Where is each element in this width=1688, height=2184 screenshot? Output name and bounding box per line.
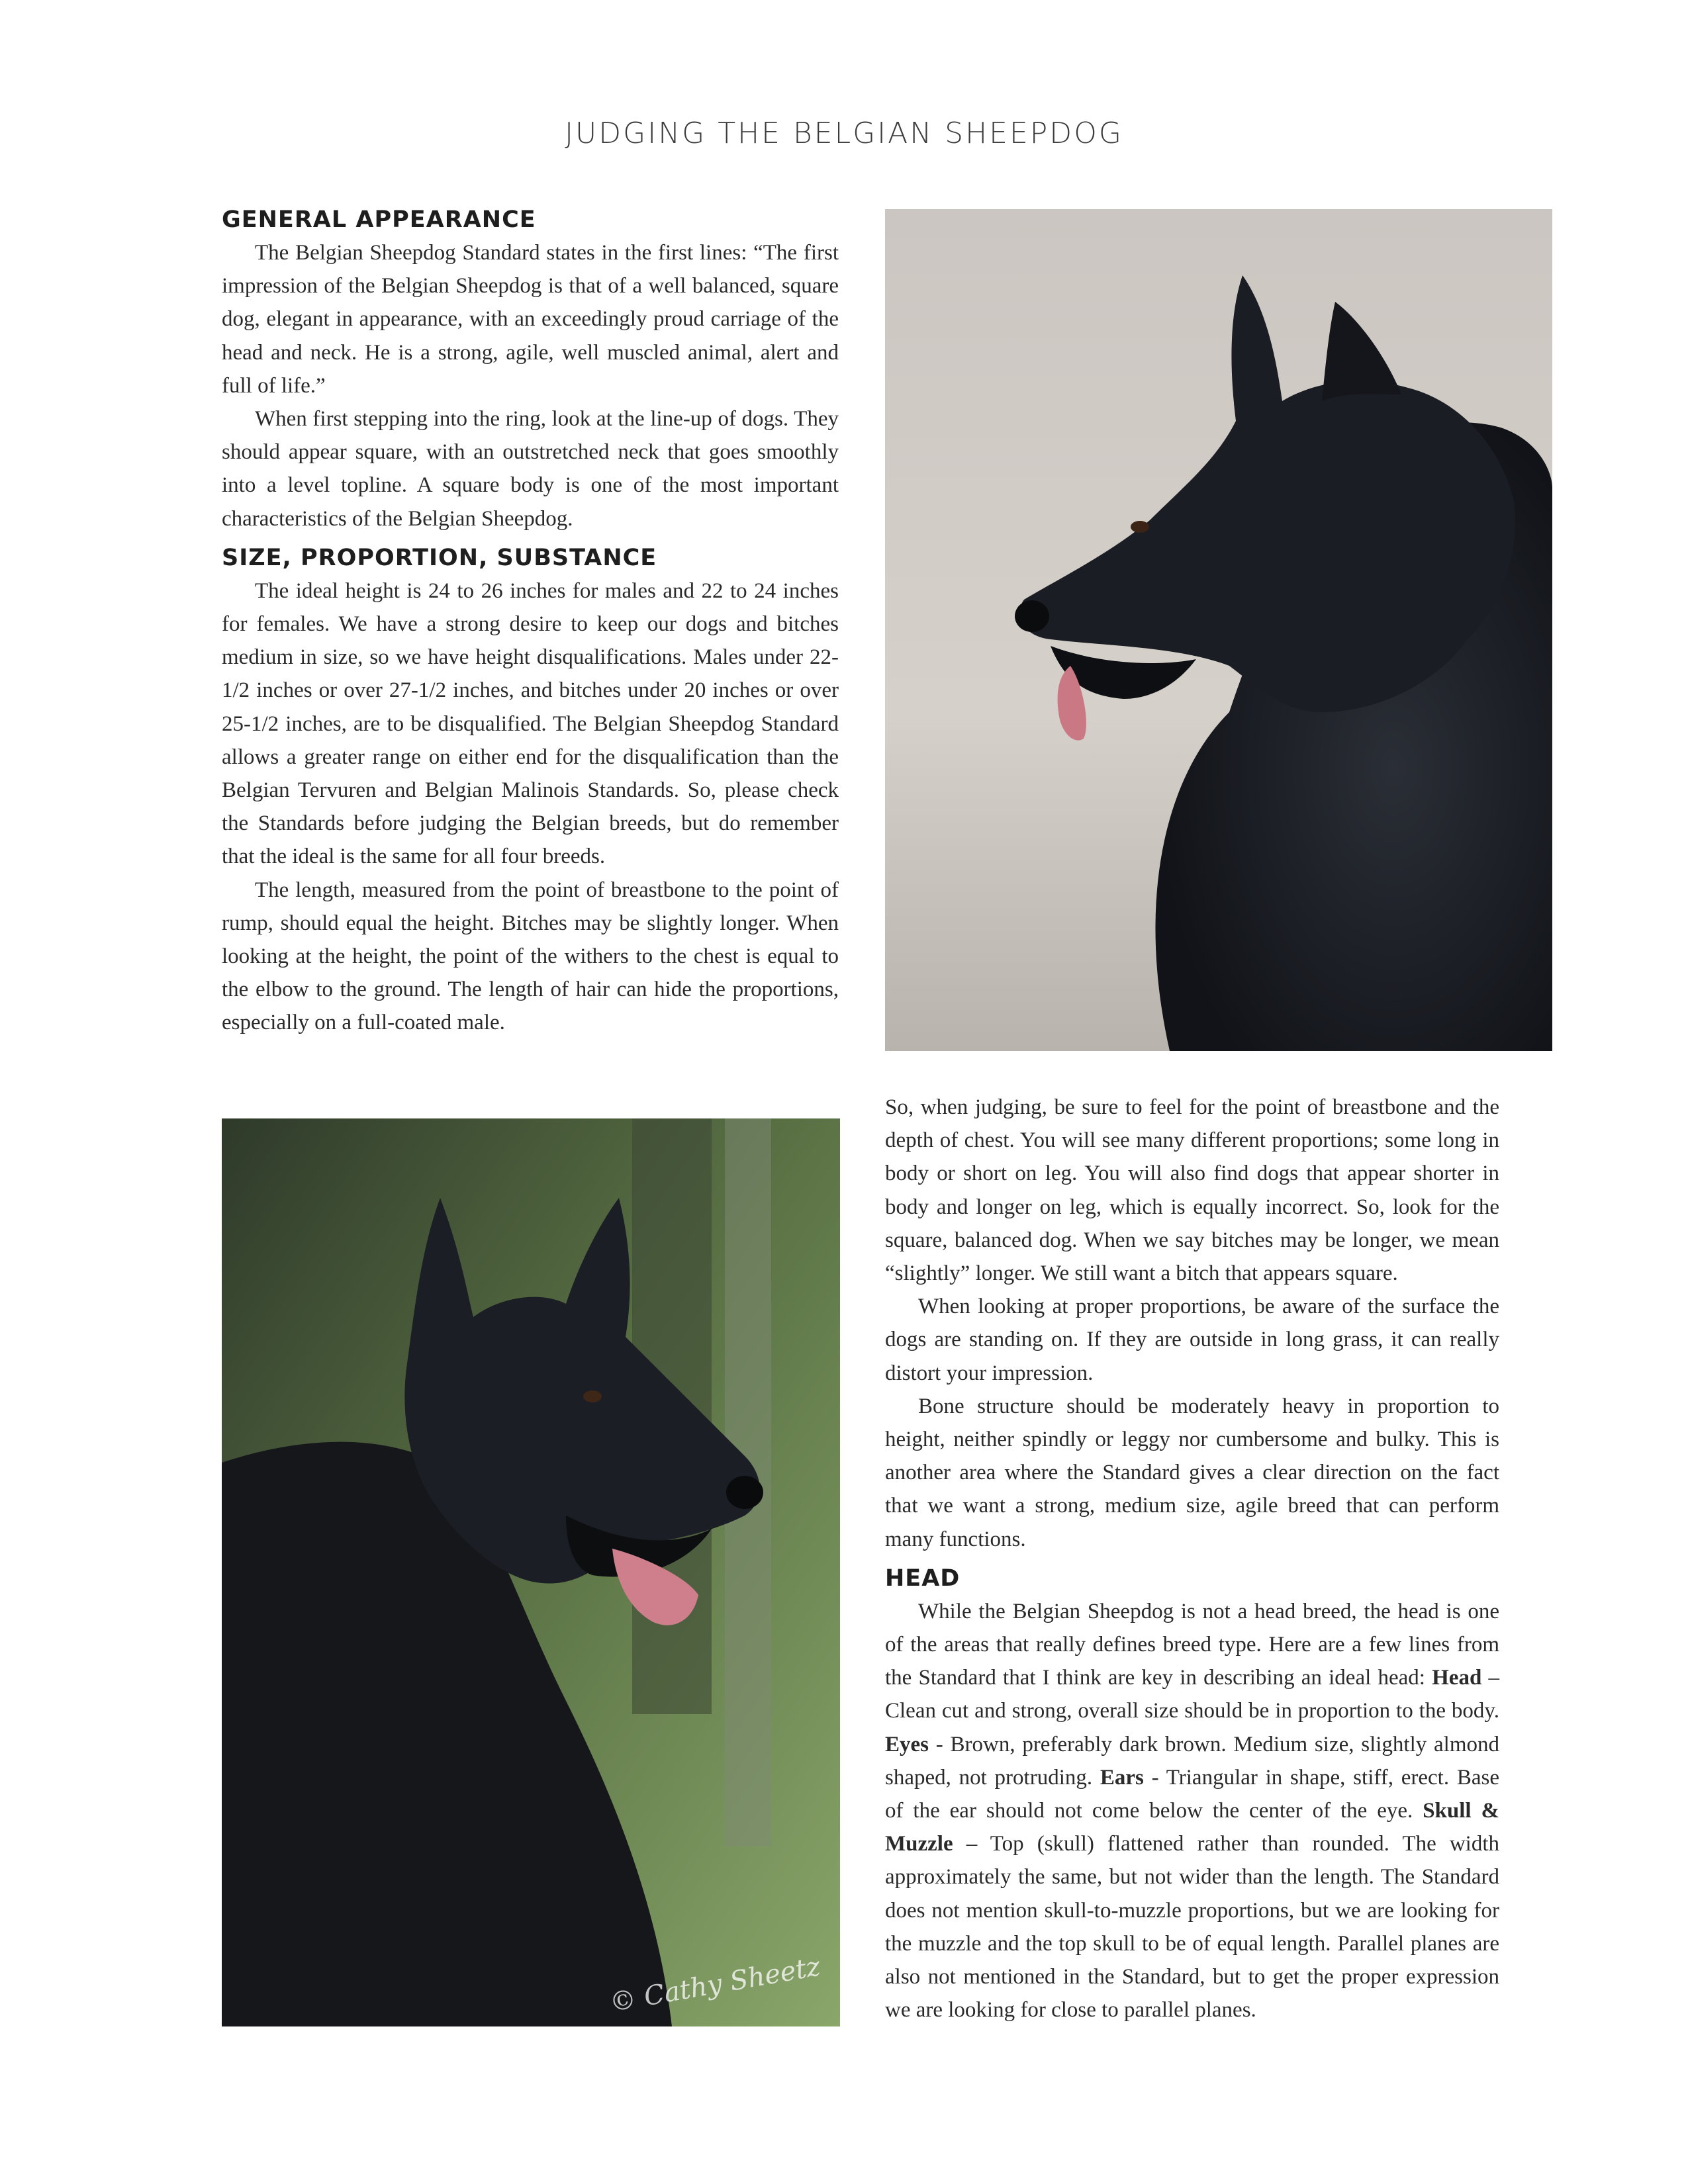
skull-text: – Top (skull) flattened rather than rounded. The width approximately the same, but not wider than the length. The Standard does not mention skull-to-muzzle proportions, but we are looking for the muzzle and the top skull to be of equal length. Parallel planes are also not mentioned in the Standard, but to get the proper expression we are looking for close to parallel planes. (885, 1832, 1500, 2023)
left-text-column (222, 203, 839, 1040)
dog-portrait-illustration (222, 1118, 840, 2026)
paragraph: So, when judging, be sure to feel for the point of breastbone and the depth of chest. You will see many different proportions; some long in body or short on leg. You will also find dogs that appear shorter in body and longer on leg, which is equally incorrect. So, look for the square, balanced dog. When we say bitches may be longer, we mean “slightly” longer. We still want a bitch that appears square. (885, 1095, 1499, 1286)
paragraph: Bone structure should be moderately heavy in proportion to height, neither spindly or leggy nor cumbersome and bulky. This is another area where the Standard gives a clear direction on the fact that we want a strong, medium size, agile breed that can perform many functions. (885, 1394, 1499, 1551)
head-intro-text: While the Belgian Sheepdog is not a head breed, the head is one of the areas that really defines breed type. Here are a few lines from the Standard that I think are key in describing an ideal head: (885, 1599, 1499, 1690)
term-skull-muzzle: Skull & Muzzle (885, 1799, 1500, 1856)
dog-profile-illustration (885, 209, 1552, 1051)
paragraph: The ideal height is 24 to 26 inches for males and 22 to 24 inches for females. We have a strong desire to keep our dogs and bitches medium in size, so we have height disqualifications. Males under 22-1/2 inches or over 27-1/2 inches, and bitches under 20 inches or over 25-1/2 inches, are to be disqualified. The Belgian Sheepdog Standard allows a greater range on either end for the disqualification than the Belgian Tervuren and Belgian Malinois Standards. So, please check the Standards before judging the Belgian breeds, but do remember that the ideal is the same for all four breeds. (222, 578, 839, 869)
paragraph: The length, measured from the point of breastbone to the point of rump, should equal the height. Bitches may be slightly longer. When looking at the height, the point of the withers to the chest is equal to the elbow to the ground. The length of hair can hide the proportions, especially on a full-coated male. (222, 878, 839, 1035)
section-heading-size-proportion: SIZE, PROPORTION, SUBSTANCE (222, 544, 657, 571)
term-eyes: Eyes (885, 1732, 929, 1756)
section-heading-head: HEAD (885, 1565, 961, 1592)
eyes-text: - Brown, preferably dark brown. Medium size, slightly almond shaped, not protruding. (885, 1732, 1499, 1790)
paragraph: When looking at proper proportions, be aware of the surface the dogs are standing on. If they are outside in long grass, it can really distort your impression. (885, 1295, 1499, 1385)
paragraph-head-standard (885, 1595, 1499, 2027)
head-text: – Clean cut and strong, overall size should be in proportion to the body. (885, 1666, 1500, 1723)
photo-dog-portrait (222, 1118, 840, 2026)
term-head: Head (1432, 1666, 1482, 1690)
paragraph: The Belgian Sheepdog Standard states in the first lines: “The first impression of the Belgian Sheepdog is that of a well balanced, square dog, elegant in appearance, with an exceedingly proud carriage of the head and neck. He is a strong, agile, well muscled animal, alert and full of life.” (222, 241, 839, 398)
section-heading-general-appearance: GENERAL APPEARANCE (222, 206, 536, 233)
page-title: JUDGING THE BELGIAN SHEEPDOG (565, 116, 1123, 150)
ears-text: - Triangular in shape, stiff, erect. Base of the ear should not come below the center of the eye. (885, 1765, 1499, 1823)
photo-watermark: © Cathy Sheetz (607, 1951, 823, 2019)
photo-dog-profile (885, 209, 1552, 1051)
right-text-column (885, 1091, 1499, 2026)
paragraph: When first stepping into the ring, look at the line-up of dogs. They should appear square, with an outstretched neck that goes smoothly into a level topline. A square body is one of the most important characteristics of the Belgian Sheepdog. (222, 407, 839, 531)
term-ears: Ears (1100, 1765, 1144, 1790)
